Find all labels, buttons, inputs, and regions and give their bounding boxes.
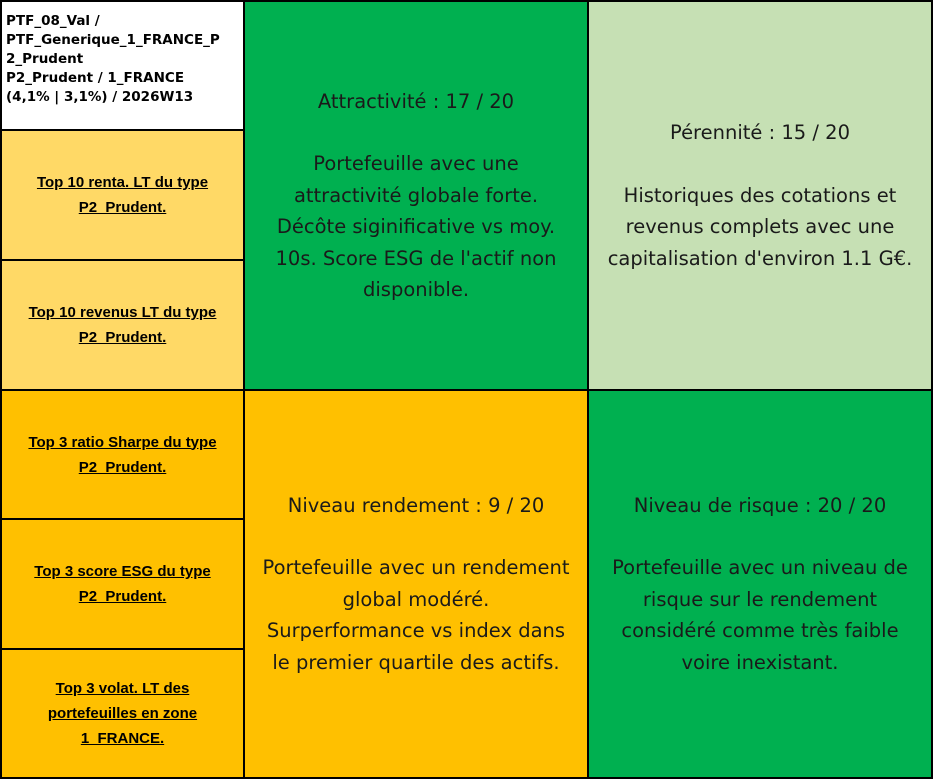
top10-revenus-cell <box>0 259 245 391</box>
rendement-description: Portefeuille avec un rendement global modéré. Surperformance vs index dans le premier quartile des actifs. <box>262 556 570 674</box>
attractivite-description: Portefeuille avec une attractivité globale forte. Décôte siginificative vs moy. 10s. Score ESG de l'actif non disponible. <box>275 152 557 301</box>
top10-renta-link[interactable]: Top 10 renta. LT du type P2_Prudent. <box>36 174 209 216</box>
header-line: (4,1% | 3,1%) / 2026W13 <box>6 89 194 105</box>
top3-volat-link[interactable]: Top 3 volat. LT des portefeuilles en zone 1_FRANCE. <box>47 680 198 747</box>
header-line: PTF_Generique_1_FRANCE_P <box>6 32 220 48</box>
rendement-card <box>243 389 589 779</box>
portfolio-header <box>0 0 245 131</box>
header-line: 2_Prudent <box>6 51 84 67</box>
attractivite-card <box>243 0 589 391</box>
risque-card <box>587 389 933 779</box>
risque-description: Portefeuille avec un niveau de risque sur le rendement considéré comme très faible voire inexistant. <box>612 556 908 674</box>
top3-sharpe-cell <box>0 389 245 520</box>
top3-sharpe-link[interactable]: Top 3 ratio Sharpe du type P2_Prudent. <box>28 433 217 476</box>
rendement-title: Niveau rendement : 9 / 20 <box>287 493 545 517</box>
top10-revenus-link[interactable]: Top 10 revenus LT du type P2_Prudent. <box>28 304 217 346</box>
top10-renta-cell <box>0 129 245 261</box>
top3-esg-cell <box>0 518 245 650</box>
perennite-title: Pérennité : 15 / 20 <box>670 121 850 144</box>
perennite-card <box>587 0 933 391</box>
header-line: P2_Prudent / 1_FRANCE <box>6 70 185 86</box>
top3-esg-link[interactable]: Top 3 score ESG du type P2_Prudent. <box>34 563 211 605</box>
top3-volat-cell <box>0 648 245 779</box>
risque-title: Niveau de risque : 20 / 20 <box>633 493 887 517</box>
attractivite-title: Attractivité : 17 / 20 <box>317 89 515 113</box>
perennite-description: Historiques des cotations et revenus complets avec une capitalisation d'environ 1.1 G€. <box>607 183 913 270</box>
header-line: PTF_08_Val / <box>6 13 100 29</box>
